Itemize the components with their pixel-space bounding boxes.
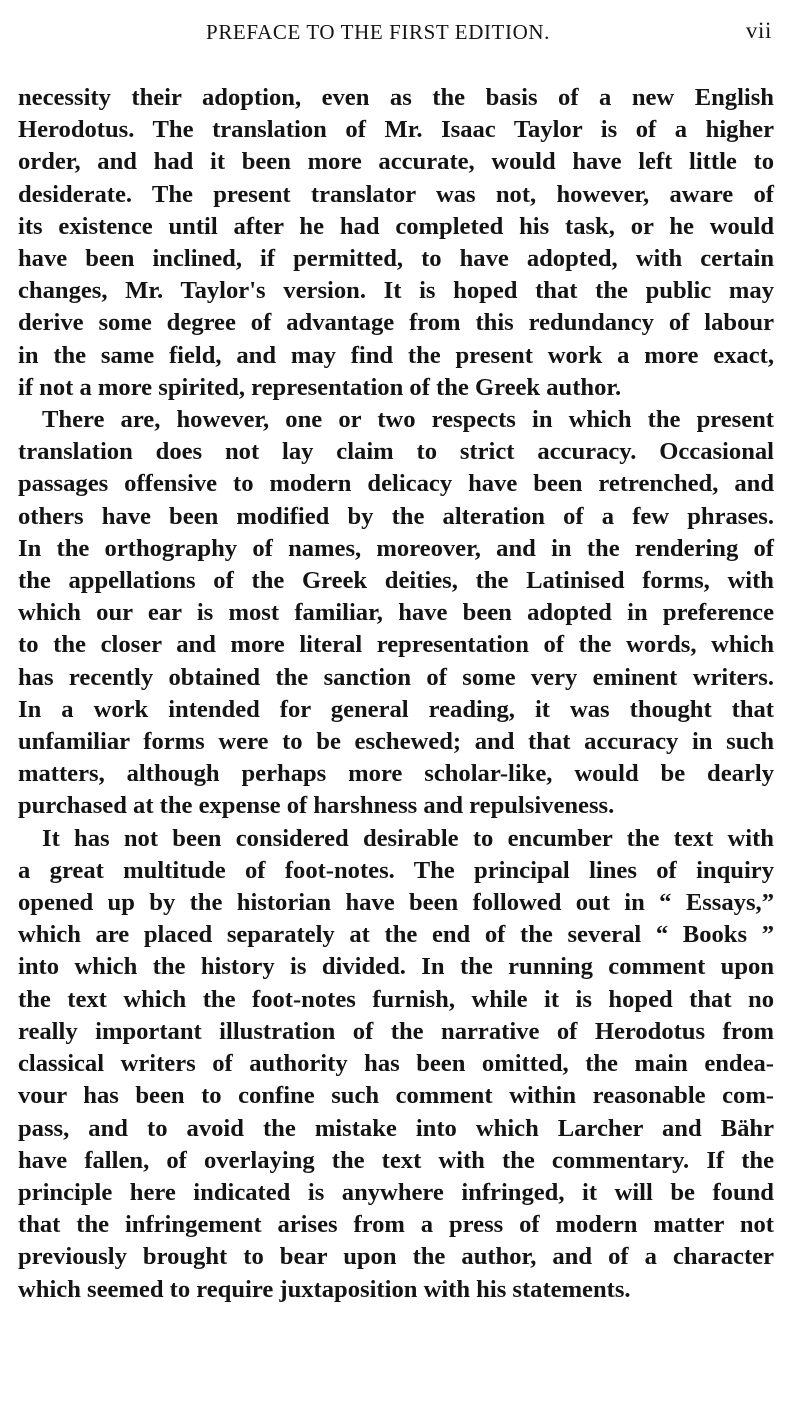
text-line: opened up by the historian have been followed out in “ Essays,”	[18, 889, 774, 917]
text-line: which are placed separately at the end of the several “ Books ”	[18, 921, 774, 949]
text-line: matters, although perhaps more scholar-like, would be dearly	[18, 760, 774, 788]
text-line: to the closer and more literal representation of the words, which	[18, 631, 774, 659]
text-line: translation does not lay claim to strict accuracy. Occasional	[18, 438, 774, 466]
text-line: classical writers of authority has been omitted, the main endea-	[18, 1050, 774, 1078]
text-line: There are, however, one or two respects in which the present	[42, 406, 774, 434]
text-line: changes, Mr. Taylor's version. It is hoped that the public may	[18, 277, 774, 305]
text-line: In a work intended for general reading, it was thought that	[18, 695, 774, 723]
text-line: pass, and to avoid the mistake into which Larcher and Bähr	[18, 1114, 774, 1142]
text-line: that the infringement arises from a press of modern matter not	[18, 1211, 774, 1239]
text-line: which our ear is most familiar, have been adopted in preference	[18, 599, 774, 627]
text-line: its existence until after he had completed his task, or he would	[18, 212, 774, 240]
text-line: have been inclined, if permitted, to have adopted, with certain	[18, 245, 774, 273]
text-line: necessity their adoption, even as the basis of a new English	[18, 84, 774, 111]
text-line: really important illustration of the narrative of Herodotus from	[18, 1017, 774, 1045]
text-line: previously brought to bear upon the author, and of a character	[18, 1243, 774, 1271]
text-line: the appellations of the Greek deities, the Latinised forms, with	[18, 567, 774, 595]
text-line: vour has been to confine such comment within reasonable com-	[18, 1082, 774, 1110]
text-line: if not a more spirited, representation of the Greek author.	[18, 373, 622, 401]
text-line: in the same field, and may find the present work a more exact,	[18, 341, 774, 369]
text-line: a great multitude of foot-notes. The principal lines of inquiry	[18, 856, 774, 884]
text-line: order, and had it been more accurate, would have left little to	[18, 148, 774, 176]
paragraph-2	[18, 404, 774, 823]
text-line: others have been modified by the alteration of a few phrases.	[18, 502, 774, 530]
body-text	[18, 82, 774, 1306]
text-line: have fallen, of overlaying the text with the commentary. If the	[18, 1146, 774, 1174]
book-page	[18, 14, 774, 1306]
text-line: which seemed to require juxtaposition with his statements.	[18, 1275, 631, 1303]
text-line: unfamiliar forms were to be eschewed; and that accuracy in such	[18, 728, 774, 756]
text-line: principle here indicated is anywhere infringed, it will be found	[18, 1178, 774, 1206]
text-line: purchased at the expense of harshness and repulsiveness.	[18, 792, 615, 820]
text-line: derive some degree of advantage from this redundancy of labour	[18, 309, 774, 337]
text-line: has recently obtained the sanction of some very eminent writers.	[18, 663, 774, 691]
running-head	[18, 14, 774, 48]
text-line: the text which the foot-notes furnish, while it is hoped that no	[18, 985, 774, 1013]
text-line: into which the history is divided. In the running comment upon	[18, 953, 774, 981]
text-line: desiderate. The present translator was not, however, aware of	[18, 180, 774, 208]
text-line: Herodotus. The translation of Mr. Isaac Taylor is of a higher	[18, 116, 774, 144]
page-number: vii	[745, 18, 772, 43]
running-title: PREFACE TO THE FIRST EDITION.	[206, 20, 550, 44]
text-line: In the orthography of names, moreover, and in the rendering of	[18, 534, 774, 562]
text-line: passages offensive to modern delicacy have been retrenched, and	[18, 470, 774, 498]
text-line: It has not been considered desirable to encumber the text with	[42, 824, 774, 852]
paragraph-1	[18, 82, 774, 404]
paragraph-3	[18, 823, 774, 1306]
